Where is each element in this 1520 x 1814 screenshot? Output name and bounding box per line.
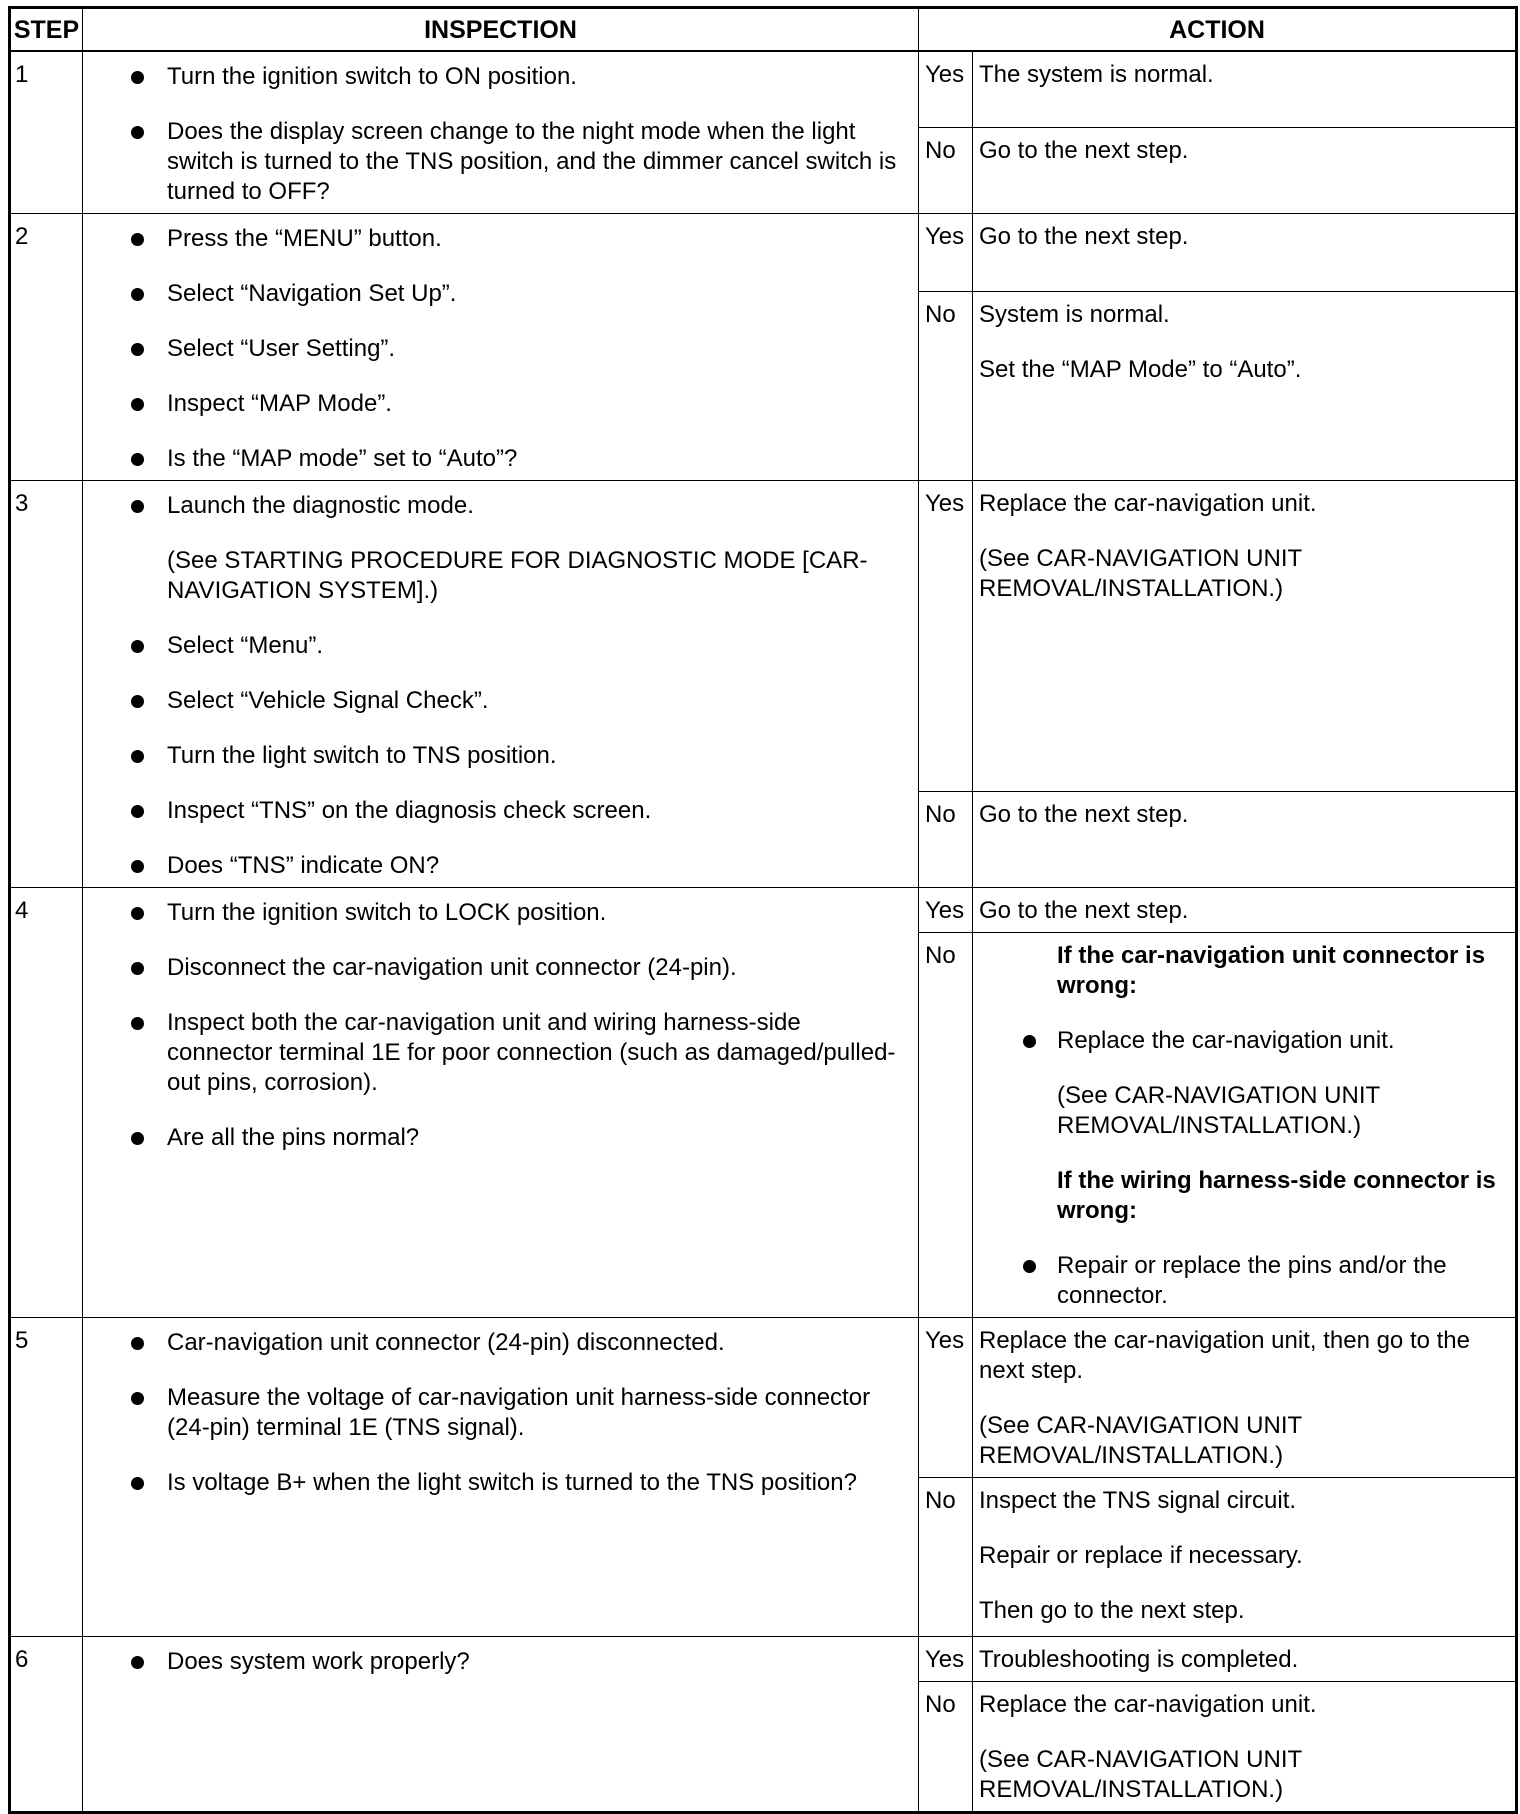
- no-label: No: [919, 1478, 973, 1637]
- inspection-item: Press the “MENU” button.: [127, 224, 898, 254]
- step-3-yes-action: [973, 481, 1517, 792]
- inspection-item: Does system work properly?: [127, 1647, 898, 1677]
- header-row: [10, 8, 1517, 52]
- step-number: 4: [10, 888, 83, 1318]
- action-text: Inspect the TNS signal circuit.: [979, 1487, 1297, 1514]
- action-text: (See CAR-NAVIGATION UNIT REMOVAL/INSTALLATION.): [979, 1412, 1302, 1469]
- action-text: Replace the car-navigation unit, then go to the next step.: [979, 1327, 1470, 1384]
- action-text: Go to the next step.: [979, 136, 1189, 164]
- inspection-item: Measure the voltage of car-navigation unit harness-side connector (24-pin) terminal 1E (TNS signal).: [127, 1383, 898, 1443]
- inspection-item: [127, 491, 898, 606]
- inspection-item: Is the “MAP mode” set to “Auto”?: [127, 444, 898, 474]
- step-2-yes-row: [10, 214, 1517, 292]
- header-inspection: INSPECTION: [83, 8, 919, 52]
- step-number: 1: [10, 51, 83, 214]
- step-1-no-action: [973, 127, 1517, 213]
- action-text: The system is normal.: [979, 61, 1214, 88]
- step-1-yes-action: [973, 51, 1517, 127]
- action-text: Then go to the next step.: [979, 1597, 1245, 1624]
- action-text: Set the “MAP Mode” to “Auto”.: [979, 355, 1302, 383]
- inspection-item: Are all the pins normal?: [127, 1123, 898, 1153]
- inspection-item: Inspect both the car-navigation unit and wiring harness-side connector terminal 1E for poor connection (such as damaged/pulled-out pins, corrosion).: [127, 1008, 898, 1098]
- yes-label: Yes: [919, 481, 973, 792]
- yes-label: Yes: [919, 214, 973, 292]
- condition-heading: If the wiring harness-side connector is wrong:: [1057, 1167, 1496, 1224]
- no-label: No: [919, 1682, 973, 1813]
- action-text: (See CAR-NAVIGATION UNIT REMOVAL/INSTALLATION.): [979, 1746, 1302, 1803]
- step-6-yes-action: [973, 1637, 1517, 1682]
- action-text: Go to the next step.: [979, 897, 1189, 924]
- step-1-inspection: [83, 51, 919, 214]
- inspection-item: Car-navigation unit connector (24-pin) disconnected.: [127, 1328, 898, 1358]
- action-text: Repair or replace if necessary.: [979, 1542, 1303, 1569]
- action-item: Repair or replace the pins and/or the connector.: [1011, 1251, 1509, 1311]
- step-4-no-action: [973, 933, 1517, 1318]
- no-label: No: [919, 792, 973, 888]
- step-5-yes-action: [973, 1318, 1517, 1478]
- step-3-yes-row: [10, 481, 1517, 792]
- step-5-inspection: [83, 1318, 919, 1637]
- inspection-item: Is voltage B+ when the light switch is turned to the TNS position?: [127, 1468, 898, 1498]
- troubleshooting-table: [8, 6, 1518, 1814]
- inspection-item-text: Launch the diagnostic mode.: [167, 492, 474, 519]
- inspection-item: Turn the ignition switch to LOCK position.: [127, 898, 898, 928]
- inspection-item: Select “Menu”.: [127, 631, 898, 661]
- inspection-item: Disconnect the car-navigation unit connector (24-pin).: [127, 953, 898, 983]
- step-6-no-action: [973, 1682, 1517, 1813]
- inspection-item: Turn the ignition switch to ON position.: [127, 62, 898, 92]
- action-text: Troubleshooting is completed.: [979, 1646, 1299, 1673]
- no-label: No: [919, 933, 973, 1318]
- step-number: 6: [10, 1637, 83, 1813]
- action-text: (See CAR-NAVIGATION UNIT REMOVAL/INSTALLATION.): [979, 545, 1302, 602]
- inspection-item: Does the display screen change to the night mode when the light switch is turned to the TNS position, and the dimmer cancel switch is turned to OFF?: [127, 117, 898, 207]
- step-number: 2: [10, 214, 83, 481]
- action-text: System is normal.: [979, 300, 1170, 328]
- yes-label: Yes: [919, 888, 973, 933]
- inspection-item: Select “Navigation Set Up”.: [127, 279, 898, 309]
- action-item-text: Replace the car-navigation unit.: [1057, 1027, 1395, 1054]
- condition-heading: If the car-navigation unit connector is wrong:: [1057, 942, 1486, 999]
- header-action: ACTION: [919, 8, 1517, 52]
- step-number: 3: [10, 481, 83, 888]
- step-6-yes-row: [10, 1637, 1517, 1682]
- step-5-yes-row: [10, 1318, 1517, 1478]
- step-number: 5: [10, 1318, 83, 1637]
- action-text: Replace the car-navigation unit.: [979, 1691, 1317, 1718]
- step-6-inspection: [83, 1637, 919, 1813]
- header-step: STEP: [10, 8, 83, 52]
- action-item: [1011, 1026, 1509, 1141]
- action-text: Go to the next step.: [979, 223, 1189, 250]
- step-4-yes-row: [10, 888, 1517, 933]
- inspection-note: (See STARTING PROCEDURE FOR DIAGNOSTIC MODE [CAR-NAVIGATION SYSTEM].): [167, 547, 868, 604]
- inspection-item: Inspect “TNS” on the diagnosis check screen.: [127, 796, 898, 826]
- yes-label: Yes: [919, 51, 973, 127]
- step-1-yes-row: [10, 51, 1517, 127]
- inspection-item: Select “User Setting”.: [127, 334, 898, 364]
- no-label: No: [919, 127, 973, 213]
- step-4-yes-action: [973, 888, 1517, 933]
- no-label: No: [919, 291, 973, 480]
- yes-label: Yes: [919, 1318, 973, 1478]
- step-4-inspection: [83, 888, 919, 1318]
- inspection-item: Does “TNS” indicate ON?: [127, 851, 898, 881]
- action-note: (See CAR-NAVIGATION UNIT REMOVAL/INSTALLATION.): [1057, 1082, 1380, 1139]
- action-text: Go to the next step.: [979, 801, 1189, 829]
- step-3-inspection: [83, 481, 919, 888]
- yes-label: Yes: [919, 1637, 973, 1682]
- step-5-no-action: [973, 1478, 1517, 1637]
- inspection-item: Select “Vehicle Signal Check”.: [127, 686, 898, 716]
- step-2-yes-action: [973, 214, 1517, 292]
- inspection-item: Inspect “MAP Mode”.: [127, 389, 898, 419]
- step-2-no-action: [973, 291, 1517, 480]
- inspection-item: Turn the light switch to TNS position.: [127, 741, 898, 771]
- action-text: Replace the car-navigation unit.: [979, 490, 1317, 517]
- step-2-inspection: [83, 214, 919, 481]
- step-3-no-action: [973, 792, 1517, 888]
